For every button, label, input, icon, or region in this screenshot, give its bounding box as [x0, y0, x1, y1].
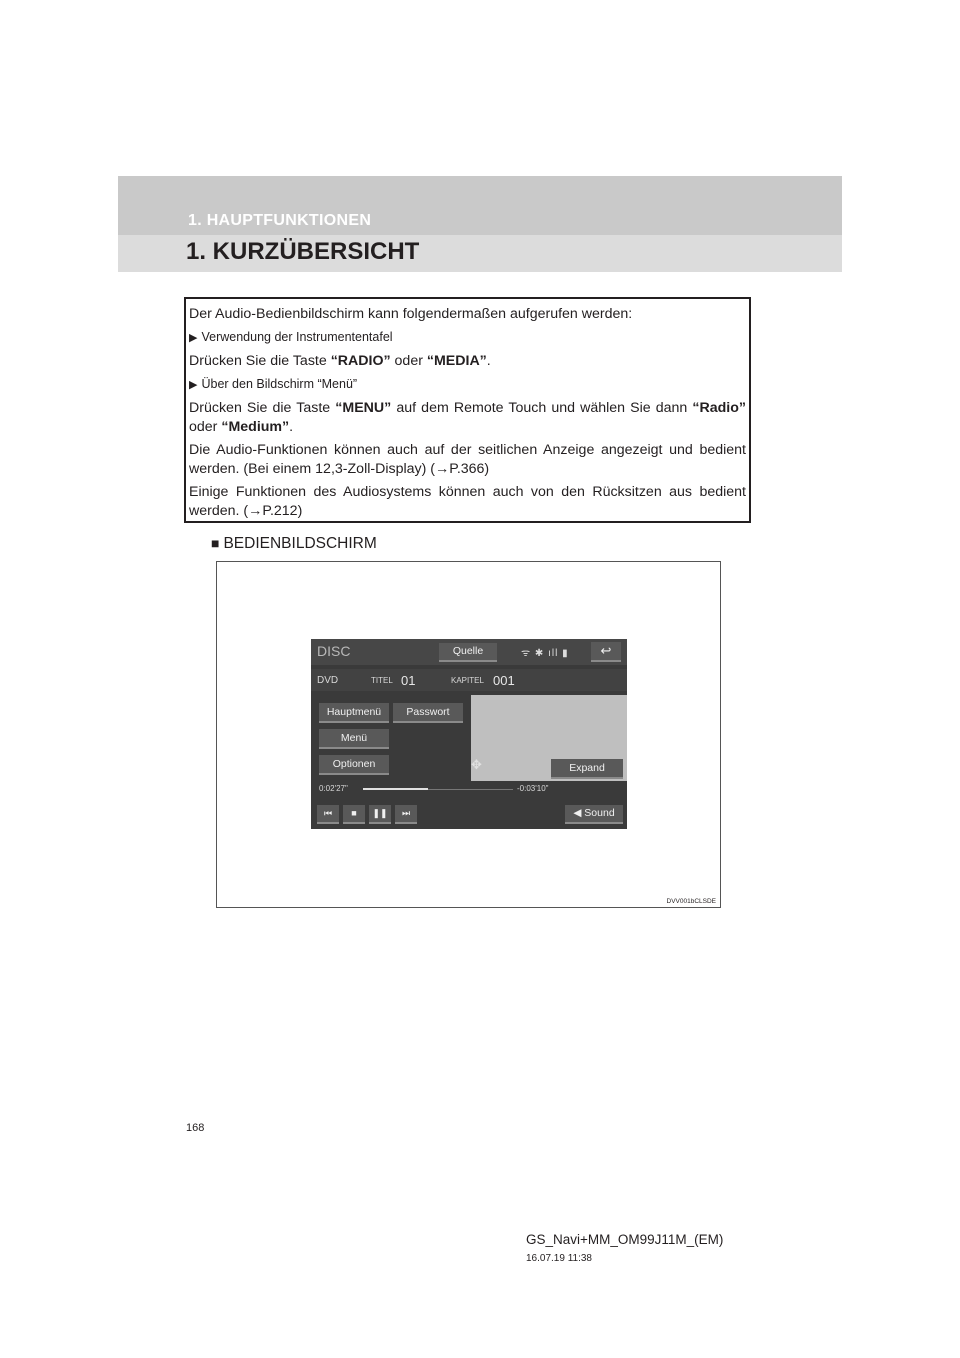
intro-text: Der Audio-Bedienbildschirm kann folgendermaßen aufgerufen werden: — [189, 306, 633, 322]
audio-screen — [311, 639, 627, 829]
pause-icon[interactable]: ❚❚ — [369, 805, 391, 824]
triangle-right-icon: ▶ — [189, 332, 198, 344]
stop-icon[interactable]: ■ — [343, 805, 365, 824]
triangle-right-icon: ▶ — [189, 379, 198, 391]
quelle-button[interactable]: Quelle — [439, 643, 497, 662]
sound-button[interactable]: ◀ Sound — [565, 805, 623, 824]
move-icon[interactable]: ✥ — [471, 757, 482, 772]
titel-value: 01 — [401, 673, 416, 688]
elapsed-time: 0:02'27" — [319, 784, 348, 793]
source-title: DISC — [317, 643, 351, 659]
bullet-instrument-panel: ▶ Verwendung der Instrumententafel — [189, 330, 393, 344]
page-number: 168 — [186, 1122, 205, 1134]
square-bullet-icon: ■ — [211, 535, 220, 551]
menu-button[interactable]: Menü — [319, 729, 389, 749]
figure-frame — [216, 561, 721, 908]
side-display-note: Die Audio-Funktionen können auch auf der seitlichen Anzeige angezeigt und bedient werden. (Bei einem 12,3-Zoll-Display) (→P.366) — [189, 442, 746, 477]
status-icons: ᯤ ✱ ıll ▮ — [521, 648, 569, 659]
back-icon[interactable]: ↩ — [591, 642, 621, 662]
passwort-button[interactable]: Passwort — [393, 703, 463, 723]
menu-screen-instruction: Drücken Sie die Taste “MENU” auf dem Remote Touch und wählen Sie dann “Radio” oder “Medium”. — [189, 400, 747, 435]
kapitel-value: 001 — [493, 673, 515, 688]
hauptmenu-button[interactable]: Hauptmenü — [319, 703, 389, 723]
titel-label: TITEL — [371, 676, 393, 685]
figure-code: DVV001bCLSDE — [666, 898, 716, 905]
kapitel-label: KAPITEL — [451, 676, 484, 685]
expand-button[interactable]: Expand — [551, 759, 623, 779]
instrument-panel-instruction: Drücken Sie die Taste “RADIO” oder “MEDIA”. — [189, 353, 491, 369]
remaining-time: -0:03'10" — [517, 784, 549, 793]
bullet-menu-screen: ▶ Über den Bildschirm “Menü” — [189, 377, 358, 391]
info-box — [184, 297, 751, 523]
section-label: 1. HAUPTFUNKTIONEN — [188, 212, 372, 229]
page-title: 1. KURZÜBERSICHT — [186, 238, 420, 265]
sub-heading: ■ BEDIENBILDSCHIRM — [211, 535, 377, 552]
optionen-button[interactable]: Optionen — [319, 755, 389, 775]
prev-track-icon[interactable]: ⏮ — [317, 805, 339, 824]
footer-stamp: 16.07.19 11:38 — [526, 1253, 592, 1264]
next-track-icon[interactable]: ⏭ — [395, 805, 417, 824]
dvd-label: DVD — [317, 675, 339, 686]
seek-bar-progress — [363, 788, 428, 790]
footer-doc-code: GS_Navi+MM_OM99J11M_(EM) — [526, 1232, 724, 1247]
rear-seat-note: Einige Funktionen des Audiosystems können auch von den Rücksitzen aus bedient werden. (→P.212) — [189, 484, 746, 519]
